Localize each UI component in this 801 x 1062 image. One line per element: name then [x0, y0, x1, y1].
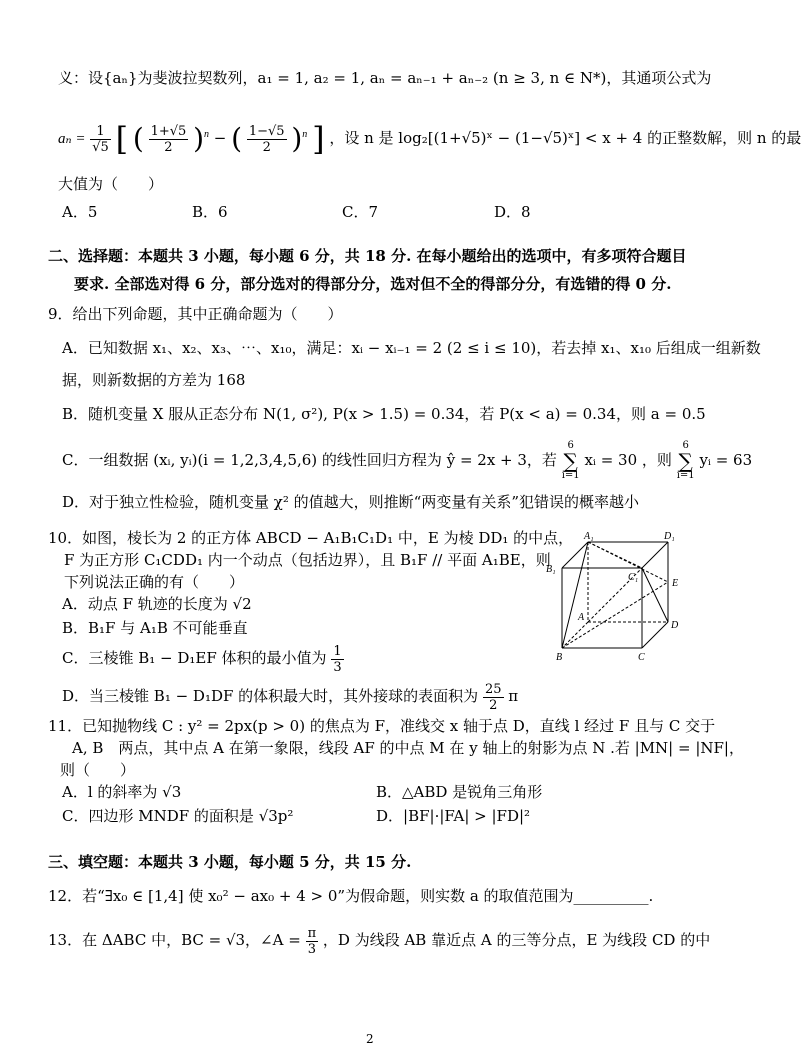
- q9-c-sum1-op: [562, 441, 580, 481]
- q13-post: ，D 为线段 AB 靠近点 A 的三等分点，E 为线段 CD 的中: [322, 931, 711, 949]
- q11-line2: A, B 两点，其中点 A 在第一象限，线段 AF 的中点 M 在 y 轴上的射影为点 N .若 |MN| = |NF|，: [72, 739, 744, 757]
- q10-line3: 下列说法正确的有（ ）: [64, 573, 245, 591]
- q8-formula-coef: [90, 124, 111, 155]
- q11-option-c: C．四边形 MNDF 的面积是 √3p²: [62, 807, 294, 825]
- label-b1: B₁: [546, 564, 556, 575]
- cube-figure: [540, 530, 700, 665]
- q9-option-a-line1: A．已知数据 x₁、x₂、x₃、⋯、x₁₀，满足：xᵢ − xᵢ₋₁ = 2 (2 ≤ i ≤ 10)，若去掉 x₁、x₁₀ 后组成一组新数: [62, 339, 761, 357]
- q10-d-num: 25: [484, 681, 502, 697]
- q9-sum2-bottom: i=1: [676, 470, 695, 481]
- q8-line1: 义：设{aₙ}为斐波拉契数列，a₁ = 1, a₂ = 1, aₙ = aₙ₋₁ + aₙ₋₂ (n ≥ 3, n ∈ N*)，其通项公式为: [58, 69, 712, 87]
- q10-d-frac: [483, 682, 504, 713]
- label-b: B: [556, 652, 563, 663]
- q10-d-den: 2: [489, 697, 498, 713]
- q8-close-bracket: ]: [312, 120, 325, 158]
- q13-num: π: [307, 925, 317, 941]
- q9-c-sum2: yᵢ = 63: [699, 451, 753, 469]
- q8-frac2: [247, 124, 287, 155]
- q8-close-paren2: ): [291, 122, 303, 155]
- q8-minus: −: [213, 129, 227, 147]
- q11-line3: 则（ ）: [60, 761, 136, 779]
- q8-open-bracket: [: [115, 120, 129, 158]
- q9-sum2-top: 6: [682, 440, 689, 451]
- q8-line2-rest: ，设 n 是 log₂[(1+√5)ˣ − (1−√5)ˣ] < x + 4 的正整数解，则 n 的最: [329, 129, 801, 147]
- label-a1: A₁: [584, 531, 594, 542]
- label-a: A: [578, 612, 585, 623]
- q13-text: [48, 922, 710, 958]
- q9-sum1-bottom: i=1: [561, 470, 580, 481]
- section3-title: 三、填空题：本题共 3 小题，每小题 5 分，共 15 分.: [48, 853, 412, 871]
- q9-c-sum1: xᵢ = 30: [584, 451, 638, 469]
- label-d: D: [671, 620, 679, 631]
- q9-sum1-top: 6: [567, 440, 574, 451]
- sigma-icon: ∑: [563, 449, 578, 473]
- q10-option-b: B．B₁F 与 A₁B 不可能垂直: [62, 619, 248, 637]
- edge-a1-b1: [562, 542, 588, 568]
- q8-open-paren2: (: [231, 122, 243, 155]
- q8-close-paren1: ): [193, 122, 204, 155]
- q10-d-pre: D．当三棱锥 B₁ − D₁DF 的体积最大时，其外接球的表面积为: [62, 687, 479, 705]
- q9-option-b: B．随机变量 X 服从正态分布 N(1, σ²), P(x > 1.5) = 0.34，若 P(x < a) = 0.34，则 a = 0.5: [62, 405, 706, 423]
- edge-c-d: [642, 622, 668, 648]
- q9-option-c: [62, 440, 752, 480]
- q13-pre: 13．在 ΔABC 中，BC = √3，∠A =: [48, 931, 301, 949]
- q10-option-c: [62, 640, 344, 676]
- q10-c-frac: [331, 644, 343, 675]
- q8-choice-a: A．5: [62, 203, 98, 221]
- q8-coef-num: 1: [90, 124, 111, 140]
- label-e: E: [672, 578, 679, 589]
- q10-option-d: [62, 678, 518, 714]
- q9-option-a-line2: 据，则新数据的方差为 168: [62, 371, 246, 389]
- q9-c-sum2-op: [677, 441, 695, 481]
- line-c1-d: [642, 568, 668, 622]
- section2-title-line1: 二、选择题：本题共 3 小题，每小题 6 分，共 18 分. 在每小题给出的选项中，有多项符合题目: [48, 247, 687, 265]
- q10-c-pre: C．三棱锥 B₁ − D₁EF 体积的最小值为: [62, 649, 327, 667]
- sigma-icon: ∑: [678, 449, 693, 473]
- edge-a-b: [562, 622, 588, 648]
- q8-choice-b: B．6: [192, 203, 228, 221]
- q10-line1: 10．如图，棱长为 2 的正方体 ABCD − A₁B₁C₁D₁ 中，E 为棱 DD₁ 的中点，: [48, 529, 574, 547]
- q9-c-pre: C．一组数据 (xᵢ, yᵢ)(i = 1,2,3,4,5,6) 的线性回归方程为 ŷ = 2x + 3，若: [62, 451, 557, 469]
- q11-option-a: A．l 的斜率为 √3: [62, 783, 182, 801]
- q10-line2: F 为正方形 C₁CDD₁ 内一个动点（包括边界），且 B₁F // 平面 A₁BE，则: [64, 551, 551, 569]
- q8-line3: 大值为（ ）: [58, 175, 164, 193]
- q8-choice-c: C．7: [342, 203, 379, 221]
- q8-frac1-num: 1+√5: [150, 123, 187, 139]
- q10-c-num: 1: [333, 643, 342, 659]
- q8-open-paren1: (: [132, 122, 144, 155]
- label-c1: C₁: [628, 572, 639, 583]
- q8-frac1: [149, 124, 189, 155]
- line-a1-b: [562, 542, 588, 648]
- q9-stem: 9．给出下列命题，其中正确命题为（ ）: [48, 305, 343, 323]
- line-a1-c1: [588, 542, 642, 568]
- q8-frac1-den: 2: [164, 139, 173, 155]
- edge-d1-c1: [642, 542, 668, 568]
- label-c: C: [638, 652, 645, 663]
- q9-c-mid: ，则: [641, 451, 672, 469]
- page-number: 2: [366, 1032, 374, 1046]
- q8-power2: n: [302, 129, 308, 140]
- q11-option-d: D．|BF|·|FA| > |FD|²: [376, 807, 531, 825]
- section2-title-line2: 要求. 全部选对得 6 分，部分选对的得部分分，选对但不全的得部分分，有选错的得 0 分.: [74, 275, 672, 293]
- q12-text: 12．若“∃x₀ ∈ [1,4] 使 x₀² − ax₀ + 4 > 0”为假命题，则实数 a 的取值范围为__________.: [48, 887, 654, 905]
- q8-formula-line: [58, 112, 801, 158]
- q8-coef-den: √5: [92, 139, 109, 155]
- q8-choice-d: D．8: [494, 203, 531, 221]
- q11-line1: 11．已知抛物线 C : y² = 2px(p > 0) 的焦点为 F，准线交 x 轴于点 D，直线 l 经过 F 且与 C 交于: [48, 717, 716, 735]
- q13-den: 3: [307, 941, 316, 957]
- q10-option-a: A．动点 F 轨迹的长度为 √2: [62, 595, 252, 613]
- q10-d-post: π: [508, 687, 519, 705]
- q9-option-d: D．对于独立性检验，随机变量 χ² 的值越大，则推断“两变量有关系”犯错误的概率越小: [62, 493, 640, 511]
- q13-frac: [306, 926, 319, 957]
- q11-option-b: B．△ABD 是锐角三角形: [376, 783, 543, 801]
- label-d1: D₁: [664, 531, 675, 542]
- q8-frac2-num: 1−√5: [248, 123, 285, 139]
- q8-power1: n: [204, 129, 209, 140]
- q8-frac2-den: 2: [262, 139, 271, 155]
- q8-formula-lhs: aₙ =: [58, 131, 86, 147]
- q10-c-den: 3: [333, 659, 342, 675]
